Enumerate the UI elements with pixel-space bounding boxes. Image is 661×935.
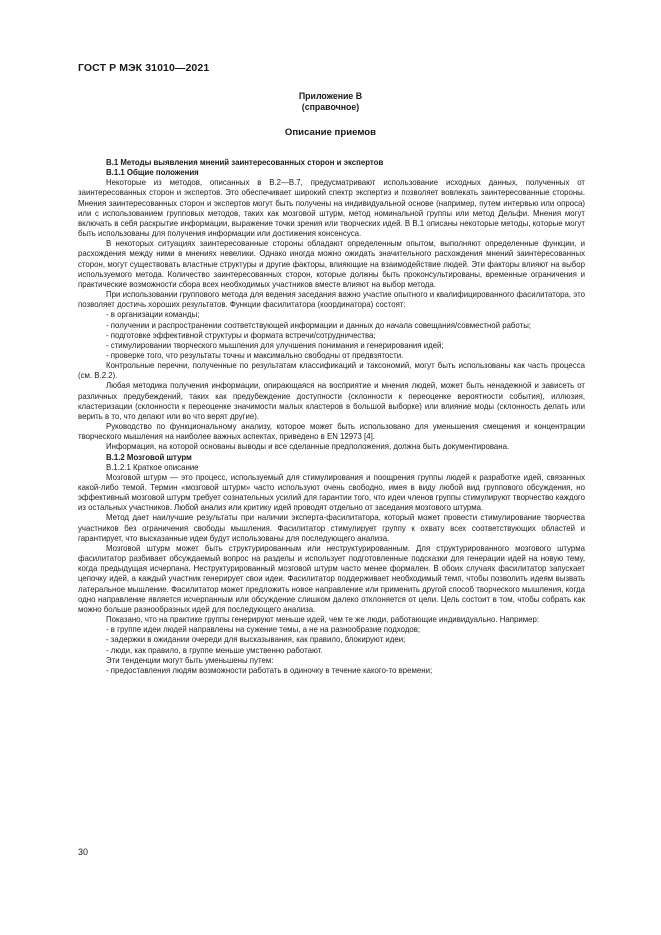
paragraph: Эти тенденции могут быть уменьшены путем: xyxy=(106,655,274,665)
appendix-title xyxy=(78,91,583,113)
paragraph: Информация, на которой основаны выводы и все сделанные предположения, должна быть документирована. xyxy=(106,442,510,452)
list-item: - люди, как правило, в группе меньше умственно работают. xyxy=(106,645,323,655)
paragraph: Некоторые из методов, описанных в В.2—В.7, предусматривают использование исходных данных, полученных от заинтересованных сторон и экспертов. Это обеспечивает широкий спектр экспертиз и позволяет вовлекать заинтересованные стороны. Мнения заинтересованных сторон и экспертов могут быть получены на индивидуальной основе (например, путем интервью или опроса) или с использованием групповых методов, таких как мозговой штурм, метод номинальной группы или метод Дельфи. Мнения могут включать в себя раскрытие информации, выражение точки зрения или творческих идей. В В.1 описаны некоторые методы, которые могут быть использованы для получения информации или достижения консенсуса. xyxy=(78,178,585,239)
list-item: - подготовке эффективной структуры и формата встречи/сотрудничества; xyxy=(106,330,376,340)
paragraph: При использовании группового метода для ведения заседания важно участие опытного и квалифицированного фасилитатора, это позволяет достичь хороших результатов. Функции фасилитатора (координатора) состоят: xyxy=(78,290,585,310)
paragraph: В некоторых ситуациях заинтересованные стороны обладают определенным опытом, выполняют определенные функции, и расхождения между ними в мнениях невелики. Однако иногда можно ожидать значительного расхождения мнений заинтересованных сторон, могут существовать властные структуры и другие факторы, влияющие на взаимодействие людей. Эти факторы влияют на выбор используемого метода. Количество заинтересованных сторон, которые должны быть проконсультированы, временные ограничения и практические возможности сбора всех необходимых участников вместе влияют на выбор метода. xyxy=(78,239,585,289)
paragraph: Мозговой штурм — это процесс, используемый для стимулирования и поощрения группы людей к разработке идей, связанных какой-либо темой. Термин «мозговой штурм» часто используют очень свободно, имея в виду любой вид группового обсуждения, но эффективный мозговой штурм требует сознательных усилий для гарантии того, что идеи членов группы стимулируют творчество каждого из остальных участников. Любой анализ или критику идей проводят отдельно от заседания мозгового штурма. xyxy=(78,472,585,513)
paragraph: Мозговой штурм может быть структурированным или неструктурированным. Для структурированного мозгового штурма фасилитатор разбивает обсуждаемый вопрос на разделы и использует подготовленные подсказки для генерации идей на новую тему, когда предыдущая исчерпана. Неструктурированный мозговой штурм часто менее формален. В обоих случаях фасилитатор запускает цепочку идей, а каждый участник генерирует свои идеи. Фасилитатор поддерживает необходимый темп, чтобы позволить идеям вызвать латеральное мышление. Фасилитатор может предложить новое направление или применить другой способ творческого мышления, когда одно направление является исчерпанным или обсуждение слишком далеко отклоняется от цели. Цель состоит в том, чтобы собрать как можно больше разнообразных идей для последующего анализа. xyxy=(78,543,585,614)
list-item: - предоставления людям возможности работать в одиночку в течение какого-то времени; xyxy=(106,665,433,675)
list-item: - в организации команды; xyxy=(106,310,200,320)
list-item: - получении и распространении соответствующей информации и данных до начала совещания/совместной работы; xyxy=(106,320,532,330)
appendix-type: (справочное) xyxy=(301,102,360,112)
paragraph: Контрольные перечни, полученные по результатам классификаций и таксономий, могут быть использованы как часть процесса (см. В.2.2). xyxy=(78,361,585,381)
page-number: 30 xyxy=(78,847,89,857)
section-title: Описание приемов xyxy=(284,127,377,138)
list-item: - в группе идеи людей направлены на сужение темы, а не на разнообразие подходов; xyxy=(106,625,421,635)
section-heading: В.1 Методы выявления мнений заинтересованных сторон и экспертов xyxy=(106,158,384,167)
list-item: - задержки в ожидании очереди для высказывания, как правило, блокируют идеи; xyxy=(106,635,406,645)
paragraph: Показано, что на практике группы генерируют меньше идей, чем те же люди, работающие индивидуально. Например: xyxy=(106,615,540,625)
list-item: - стимулировании творческого мышления для улучшения понимания и генерирования идей; xyxy=(106,340,444,350)
paragraph: Метод дает наилучшие результаты при наличии эксперта-фасилитатора, который может провести стимулирование творчества участников без ограничения свободы мышления. Фасилитатор стимулирует группу к охвату всех соответствующих областей и гарантирует, что высказанные идеи будут использованы для последующего анализа. xyxy=(78,513,585,543)
section-heading: В.1.2 Мозговой штурм xyxy=(106,452,192,462)
paragraph: Любая методика получения информации, опирающаяся на восприятие и мнения людей, может быть ненадежной и зависеть от различных предубеждений, таких как предубеждение доступности (склонности к переоценке вероятности события), иллюзия, кластеризации (склонности к переоценке значимости малых кластеров в большой выборке) или влияние моды (склонность делать или верить в то, что делают или во что верят другие). xyxy=(78,381,585,421)
section-heading: В.1.1 Общие положения xyxy=(106,168,199,178)
document-body xyxy=(78,158,585,676)
appendix-label: Приложение В xyxy=(298,91,363,101)
list-item: - проверке того, что результаты точны и максимально свободны от предвзятости. xyxy=(106,350,404,360)
document-header: ГОСТ Р МЭК 31010—2021 xyxy=(78,62,210,74)
subsection-heading: В.1.2.1 Краткое описание xyxy=(106,462,199,472)
paragraph: Руководство по функциональному анализу, которое может быть использовано для уменьшения смещения и концентрации творческого мышления на наиболее важных аспектах, приведено в EN 12973 [4]. xyxy=(78,422,585,442)
